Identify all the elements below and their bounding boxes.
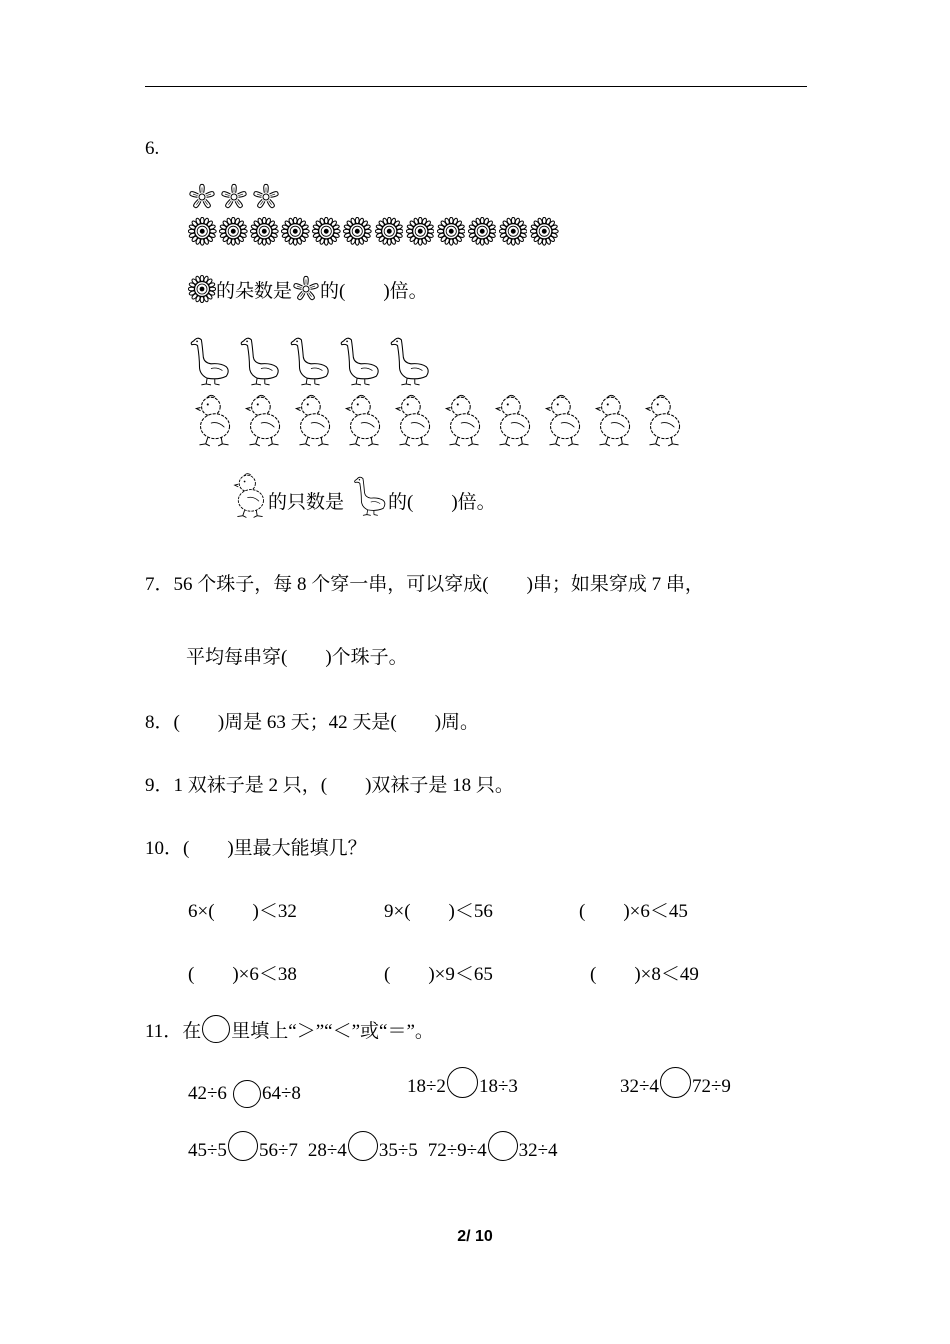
q11-r2 <box>188 1140 558 1162</box>
q7-line1: 7．56 个珠子，每 8 个穿一串，可以穿成( )串；如果穿成 7 串， <box>145 574 704 595</box>
q6-line2-end: 的( )倍。 <box>388 491 496 513</box>
q11-r1-b <box>407 1076 518 1098</box>
q11-r1-c <box>620 1076 731 1098</box>
star-flower-icon <box>252 183 280 211</box>
round-flower-icon <box>375 217 404 246</box>
goose-icon <box>288 334 332 386</box>
star-flower-icon <box>188 183 216 211</box>
round-flower-icon <box>219 217 248 246</box>
goose-icon <box>238 334 282 386</box>
q11-suffix: 里填上“＞”“＜”或“＝”。 <box>231 1020 434 1042</box>
compare-left: 42÷6 <box>188 1083 227 1104</box>
goose-icon <box>188 334 232 386</box>
compare-circle[interactable] <box>447 1067 478 1098</box>
round-flower-icon <box>530 217 559 246</box>
q9: 9．1 双袜子是 2 只，( )双袜子是 18 只。 <box>145 775 514 796</box>
q8: 8．( )周是 63 天；42 天是( )周。 <box>145 712 480 733</box>
star-flower-icon <box>292 275 320 303</box>
round-flower-icon <box>343 217 372 246</box>
q10-r1-c: ( )×6＜45 <box>579 901 688 922</box>
q6-number: 6. <box>145 138 160 159</box>
round-flower-icon <box>499 217 528 246</box>
compare-right: 72÷9 <box>691 1076 731 1097</box>
compare-left: 18÷2 <box>407 1076 446 1097</box>
round-flower-icon <box>312 217 341 246</box>
round-flower-icon <box>468 217 497 246</box>
chick-icon <box>542 392 586 448</box>
q10-r1-b: 9×( )＜56 <box>384 901 493 922</box>
q10-r2-b: ( )×9＜65 <box>384 964 493 985</box>
compare-right: 64÷8 <box>261 1083 301 1104</box>
q6-line1-end: 的( )倍。 <box>320 280 428 302</box>
round-flower-icon <box>281 217 310 246</box>
compare-left: 72÷9÷4 <box>427 1140 487 1161</box>
goose-icon <box>352 472 388 518</box>
q6-line2 <box>232 470 496 520</box>
compare-right: 56÷7 <box>258 1140 298 1161</box>
compare-right: 18÷3 <box>478 1076 518 1097</box>
compare-circle[interactable] <box>348 1131 378 1161</box>
q10-r2-a: ( )×6＜38 <box>188 964 297 985</box>
chick-icon <box>392 392 436 448</box>
compare-circle[interactable] <box>233 1080 261 1108</box>
round-flower-icon <box>406 217 435 246</box>
chick-icon <box>592 392 636 448</box>
compare-circle[interactable] <box>228 1131 258 1161</box>
round-flower-row <box>188 217 559 246</box>
q11-title <box>145 1015 434 1043</box>
chick-icon <box>292 392 336 448</box>
q10-title: 10．( )里最大能填几？ <box>145 838 367 859</box>
chick-icon <box>242 392 286 448</box>
q11-prefix: 11．在 <box>145 1020 202 1042</box>
round-flower-icon <box>250 217 279 246</box>
chick-icon <box>492 392 536 448</box>
chick-icon <box>232 470 268 520</box>
compare-left: 32÷4 <box>620 1076 659 1097</box>
round-flower-icon <box>188 217 217 246</box>
chick-icon <box>642 392 686 448</box>
chick-row <box>192 392 686 448</box>
star-flower-icon <box>220 183 248 211</box>
chick-icon <box>192 392 236 448</box>
compare-right: 32÷4 <box>518 1140 558 1161</box>
compare-left: 28÷4 <box>307 1140 347 1161</box>
compare-right: 35÷5 <box>378 1140 418 1161</box>
q6-line2-mid: 的只数是 <box>268 491 345 513</box>
goose-icon <box>388 334 432 386</box>
compare-circle[interactable] <box>660 1067 691 1098</box>
chick-icon <box>342 392 386 448</box>
q6-line1 <box>188 275 428 303</box>
page-number: 2/ 10 <box>457 1228 493 1245</box>
round-flower-icon <box>437 217 466 246</box>
star-flower-row <box>188 183 280 211</box>
circle-blank-icon <box>202 1015 230 1043</box>
chick-icon <box>442 392 486 448</box>
compare-circle[interactable] <box>488 1131 518 1161</box>
goose-row <box>188 334 432 386</box>
q10-r1-a: 6×( )＜32 <box>188 901 297 922</box>
q6-line1-mid: 的朵数是 <box>216 280 293 302</box>
header-rule <box>145 86 807 87</box>
q7-line2: 平均每串穿( )个珠子。 <box>186 647 408 668</box>
q11-r1-a <box>188 1080 301 1108</box>
compare-left: 45÷5 <box>188 1140 227 1161</box>
q10-r2-c: ( )×8＜49 <box>590 964 699 985</box>
round-flower-icon <box>188 275 216 303</box>
goose-icon <box>338 334 382 386</box>
